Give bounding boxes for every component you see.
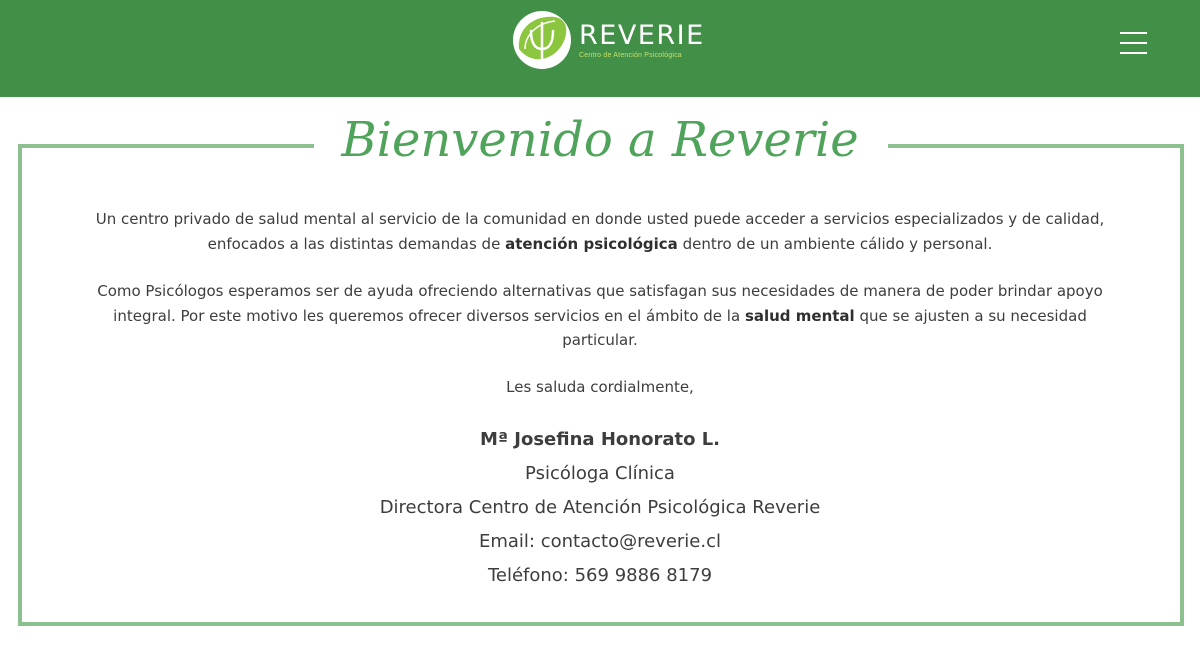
signature-email <box>0 525 1200 559</box>
greeting: Les saluda cordialmente, <box>506 378 694 396</box>
signature-phone <box>0 559 1200 593</box>
email-link[interactable]: contacto@reverie.cl <box>540 531 721 552</box>
intro-paragraph-1 <box>95 207 1105 256</box>
intro-text: Un centro privado de salud mental al servicio de la comunidad en donde usted puede acceder a servicios especializados y de calidad, enfocados a las distintas demandas de <box>95 210 1105 253</box>
logo-name: REVERIE <box>579 19 705 51</box>
logo-tagline: Centro de Atención Psicológica <box>579 51 682 59</box>
intro-highlight: atención psicológica <box>505 234 678 253</box>
site-header <box>0 0 1200 97</box>
signature-name: Mª Josefina Honorato L. <box>479 429 721 450</box>
intro-highlight: salud mental <box>744 306 855 325</box>
email-label: Email: <box>478 531 541 552</box>
phone-number[interactable]: 569 9886 8179 <box>574 565 713 586</box>
intro-text: que se ajusten a su necesidad particular. <box>562 306 1087 349</box>
site-logo[interactable] <box>511 9 705 71</box>
phone-label: Teléfono: <box>487 565 575 586</box>
hamburger-icon <box>1120 32 1147 34</box>
signature-role: Psicóloga Clínica <box>525 463 675 484</box>
intro-text: Como Psicólogos esperamos ser de ayuda ofreciendo alternativas que satisfagan sus necesidades de manera de poder brindar apoyo integral. Por este motivo les queremos ofrecer diversos servicios en el ámbito de la <box>97 282 1103 325</box>
intro-paragraph-2 <box>95 279 1105 353</box>
psi-leaf-logo-icon <box>511 9 573 71</box>
menu-button[interactable] <box>1120 30 1148 54</box>
intro-text: dentro de un ambiente cálido y personal. <box>677 234 993 253</box>
welcome-title: Bienvenido a Reverie <box>341 112 859 168</box>
hamburger-icon-bar <box>1120 52 1147 54</box>
hamburger-icon-bar <box>1120 42 1147 44</box>
signature-director: Directora Centro de Atención Psicológica Reverie <box>379 497 821 518</box>
